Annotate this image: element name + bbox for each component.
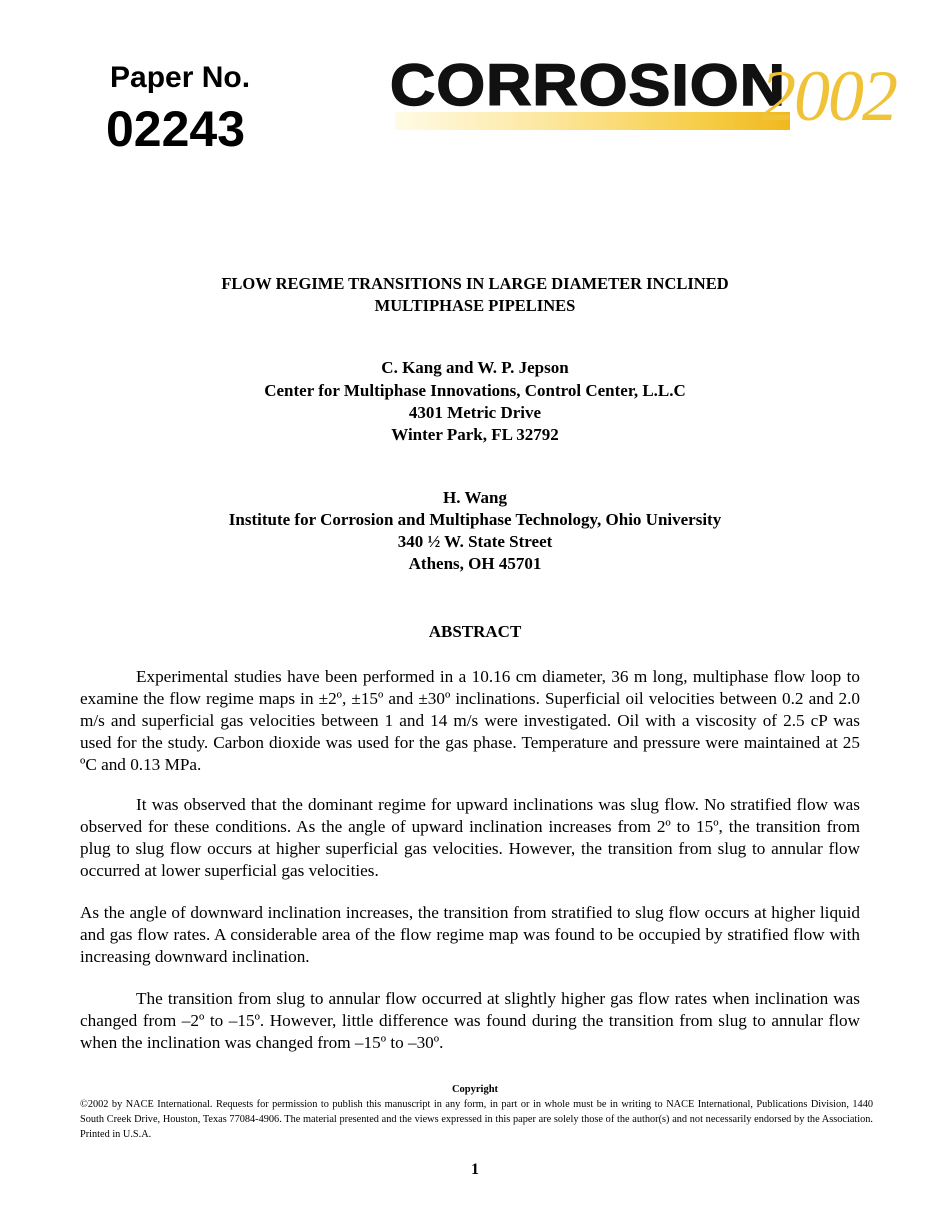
author-2-affiliation: Institute for Corrosion and Multiphase Technology, Ohio University — [228, 510, 722, 529]
abstract-paragraph-2: It was observed that the dominant regime for upward inclinations was slug flow. No stratified flow was observed for these conditions. As the angle of upward inclination increases from 2º to 15º, the transition from plug to slug flow occurs at higher superficial gas velocities. However, the transition from slug to annular flow occurred at lower superficial gas velocities. — [80, 795, 860, 880]
corrosion-2002-logo — [390, 52, 900, 142]
author-1-names: C. Kang and W. P. Jepson — [381, 358, 569, 377]
author-1-city: Winter Park, FL 32792 — [391, 425, 559, 444]
abstract-paragraph-3: As the angle of downward inclination increases, the transition from stratified to slug flow occurs at higher liquid and gas flow rates. A considerable area of the flow regime map was found to be occupied by stratified flow with increasing downward inclination. — [80, 903, 860, 966]
author-2-street: 340 ½ W. State Street — [397, 532, 553, 551]
paper-number-label: Paper No. — [110, 61, 251, 94]
paper-title-line-1: FLOW REGIME TRANSITIONS IN LARGE DIAMETER INCLINED — [221, 274, 729, 293]
logo-year: 2002 — [760, 56, 896, 136]
abstract-paragraph-1: Experimental studies have been performed in a 10.16 cm diameter, 36 m long, multiphase flow loop to examine the flow regime maps in ±2º, ±15º and ±30º inclinations. Superficial oil velocities between 0.2 and 2.0 m/s and superficial gas velocities between 1 and 14 m/s were investigated. Oil with a viscosity of 2.5 cP was used for the study. Carbon dioxide was used for the gas phase. Temperature and pressure were maintained at 25 ºC and 0.13 MPa. — [80, 667, 860, 774]
abstract-paragraph-4: The transition from slug to annular flow occurred at slightly higher gas flow rates when inclination was changed from –2º to –15º. However, little difference was found during the transition from slug to annular flow when the inclination was changed from –15º to –30º. — [80, 989, 860, 1052]
copyright-notice: ©2002 by NACE International. Requests for permission to publish this manuscript in any form, in part or in whole must be in writing to NACE International, Publications Division, 1440 South Creek Drive, Houston, Texas 77084-4906. The material presented and the views expressed in this paper are solely those of the author(s) and not necessarily endorsed by the Association. Printed in U.S.A. — [80, 1099, 873, 1140]
paper-title-line-2: MULTIPHASE PIPELINES — [374, 296, 576, 315]
author-1-street: 4301 Metric Drive — [408, 403, 542, 422]
author-2-city: Athens, OH 45701 — [408, 554, 542, 573]
author-2-name: H. Wang — [443, 488, 507, 507]
copyright-heading: Copyright — [451, 1084, 499, 1095]
page-number: 1 — [471, 1161, 479, 1178]
author-1-affiliation: Center for Multiphase Innovations, Control Center, L.L.C — [264, 381, 686, 400]
abstract-heading: ABSTRACT — [428, 622, 522, 641]
paper-number: 02243 — [106, 101, 246, 157]
logo-wordmark: CORROSION — [390, 53, 787, 118]
